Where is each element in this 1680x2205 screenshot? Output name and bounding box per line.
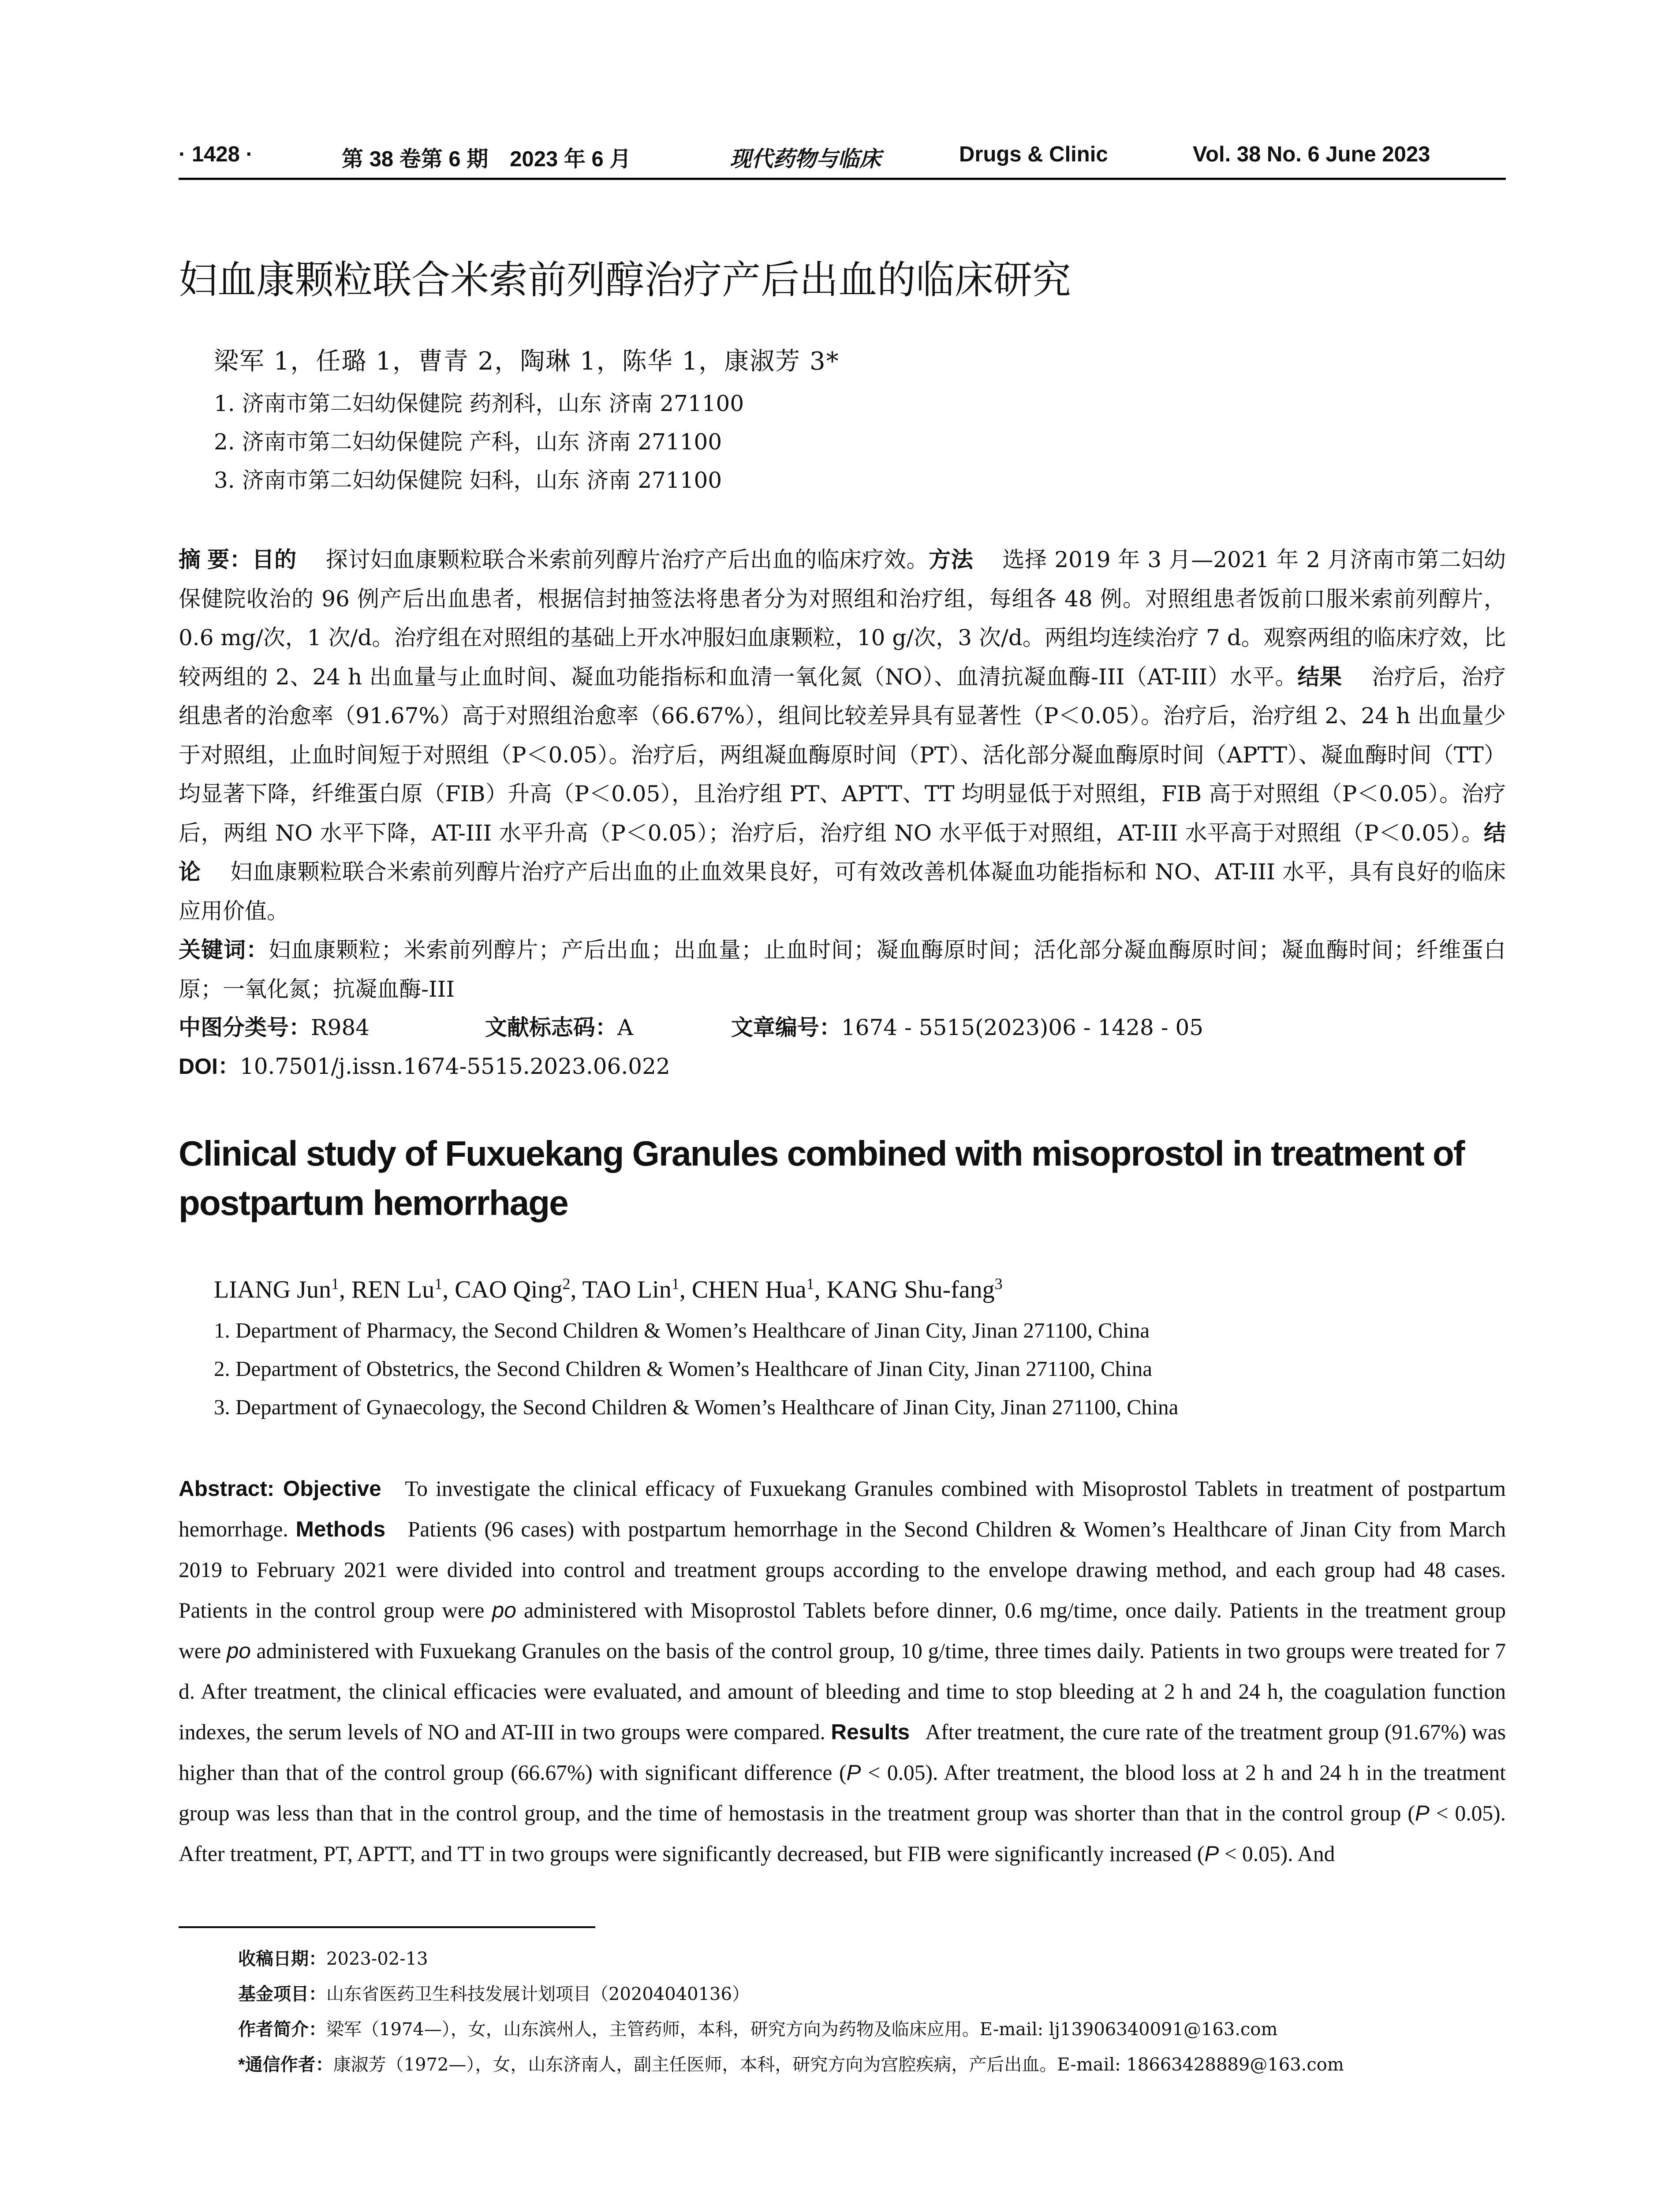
author-en-sup: 1 [806,1275,814,1293]
p-italic: P [1204,1842,1219,1866]
footnote-rule [179,1926,595,1928]
affiliation-zh-1: 1. 济南市第二妇幼保健院 药剂科，山东 济南 271100 [214,391,744,416]
doi-value: 10.7501/j.issn.1674-5515.2023.06.022 [239,1054,670,1079]
footnote-text: 康淑芳（1972—），女，山东济南人，副主任医师，本科，研究方向为宫腔疾病，产后出血。E-mail: 18663428889@163.com [333,2055,1344,2075]
author-en: LIANG Jun [214,1276,331,1304]
results-zh: 治疗后，治疗组患者的治愈率（91.67%）高于对照组治愈率（66.67%），组间比较差异具有显著性（P＜0.05）。治疗后，治疗组 2、24 h 出血量少于对照组，止血时间短于对照组（P＜0.05）。治疗后，两组凝血酶原时间（PT）、活化部分凝血酶原时间（APTT）、凝血酶时间（TT）均显著下降，纤维蛋白原（FIB）升高（P＜0.05），且治疗组 PT、APTT、TT 均明显低于对照组，FIB 高于对照组（P＜0.05）。治疗后，两组 NO 水平下降，AT-III 水平升高（P＜0.05）；治疗后，治疗组 NO 水平低于对照组，AT-III 水平高于对照组（P＜0.05）。 [179,664,1506,846]
footnote-text: 山东省医药卫生科技发展计划项目（20204040136） [326,1984,750,2004]
journal-name-en: Drugs & Clinic [959,142,1108,166]
methods-zh-label: 方法 [929,547,974,572]
title-zh: 妇血康颗粒联合米索前列醇治疗产后出血的临床研究 [179,258,1071,302]
authors-en: LIANG Jun$^1$, REN Lu$^1$, CAO Qing$^2$, TAO Lin$^1$, CHEN Hua$^1$, KANG Shu-fang$^3$ [214,1275,1003,1304]
author-en-sup: 2 [562,1275,571,1293]
footnote-received [238,1945,428,1970]
doi-line [179,1049,670,1080]
objective-zh: 探讨妇血康颗粒联合米索前列醇片治疗产后出血的临床疗效。 [325,547,929,572]
doccode-value: A [617,1015,634,1040]
footnote-label: 基金项目： [238,1984,326,2004]
p-italic: P [846,1760,861,1785]
affiliation-en-3: 3. Department of Gynaecology, the Second Children & Women’s Healthcare of Jinan City, Jinan 271100, China [214,1395,1179,1419]
results-en-4: < 0.05). And [1219,1842,1335,1866]
abstract-en-label: Abstract: [179,1476,283,1501]
po-italic: po [492,1598,516,1622]
author-en: TAO Lin [582,1276,672,1304]
objective-en: To investigate the clinical efficacy of Fuxuekang Granules combined with Misoprostol Tablets in treatment of postpartum hemorrhage. [179,1476,1506,1541]
results-en-3: < 0.05). After treatment, PT, APTT, and TT in two groups were significantly decreased, but FIB were significantly increased ( [179,1801,1506,1866]
affiliation-en-2: 2. Department of Obstetrics, the Second Children & Women’s Healthcare of Jinan City, Jinan 271100, China [214,1357,1153,1381]
author-en-sup: 1 [434,1275,443,1293]
issue-en: Vol. 38 No. 6 June 2023 [1193,142,1430,166]
footnote-label: 收稿日期： [238,1949,326,1969]
footnote-label: 作者简介： [238,2020,326,2039]
page-number: · 1428 · [179,142,253,166]
footnote-author-bio [238,2015,1277,2041]
keywords-zh [179,931,1506,1009]
clc-label: 中图分类号： [179,1015,311,1040]
article-no-value: 1674 - 5515(2023)06 - 1428 - 05 [841,1015,1204,1040]
po-italic: po [226,1639,251,1663]
article-no-label: 文章编号： [731,1015,841,1040]
classification-line [179,1010,1203,1042]
conclusion-zh-label: 结论 [179,820,1506,884]
footnote-funding [238,1980,750,2005]
abstract-zh-label: 摘 要： [179,547,252,572]
author-en-sup: 3 [994,1275,1003,1293]
footnote-text: 2023-02-13 [326,1949,428,1969]
running-header [179,142,1508,177]
affiliation-en-1: 1. Department of Pharmacy, the Second Children & Women’s Healthcare of Jinan City, Jinan 271100, China [214,1318,1150,1342]
results-en-1: After treatment, the cure rate of the treatment group (91.67%) was higher than that of the control group (66.67%) with significant difference ( [179,1720,1506,1785]
author-en-sup: 1 [331,1275,339,1293]
journal-name-zh: 现代药物与临床 [730,146,881,172]
author-en: CAO Qing [455,1276,563,1304]
objective-zh-label: 目的 [252,547,297,572]
author-en-sup: 1 [671,1275,679,1293]
methods-en-3: administered with Fuxuekang Granules on the basis of the control group, 10 g/time, three times daily. Patients in two groups were treated for 7 d. After treatment, the clinical efficacies were evaluated, and amount of bleeding and time to stop bleeding at 2 h and 24 h, the coagulation function indexes, the serum levels of NO and AT-III in two groups were compared. [179,1639,1506,1744]
conclusion-zh: 妇血康颗粒联合米索前列醇片治疗产后出血的止血效果良好，可有效改善机体凝血功能指标和 NO、AT-III 水平，具有良好的临床应用价值。 [179,859,1506,924]
methods-zh: 选择 2019 年 3 月—2021 年 2 月济南市第二妇幼保健院收治的 96 例产后出血患者，根据信封抽签法将患者分为对照组和治疗组，每组各 48 例。对照组患者饭前口服米索前列醇片，0.6 mg/次，1 次/d。治疗组在对照组的基础上开水冲服妇血康颗粒，10 g/次，3 次/d。两组均连续治疗 7 d。观察两组的临床疗效，比较两组的 2、24 h 出血量与止血时间、凝血功能指标和血清一氧化氮（NO）、血清抗凝血酶-III（AT-III）水平。 [179,547,1506,690]
affiliation-zh-3: 3. 济南市第二妇幼保健院 妇科，山东 济南 271100 [214,467,722,493]
results-zh-label: 结果 [1297,664,1342,689]
results-en-2: < 0.05). After treatment, the blood loss at 2 h and 24 h in the treatment group was less than that in the control group, and the time of hemostasis in the treatment group was shorter than that in the control group ( [179,1760,1506,1825]
author-en: CHEN Hua [691,1276,806,1304]
abstract-en [179,1469,1506,1874]
authors-zh: 梁军 1，任璐 1，曹青 2，陶琳 1，陈华 1，康淑芳 3* [214,347,840,376]
footnote-corresponding [238,2051,1344,2076]
methods-en-1: Patients (96 cases) with postpartum hemorrhage in the Second Children & Women’s Healthcare of Jinan City from March 2019 to February 2021 were divided into control and treatment groups according to the envelope drawing method, and each group had 48 cases. Patients in the control group were [179,1517,1506,1622]
clc-value: R984 [311,1015,370,1040]
methods-en-2: administered with Misoprostol Tablets before dinner, 0.6 mg/time, once daily. Patients in the treatment group were [179,1598,1506,1663]
doccode-label: 文献标志码： [485,1015,617,1040]
objective-en-label: Objective [283,1476,381,1501]
results-en-label: Results [831,1720,910,1744]
p-italic: P [1415,1801,1430,1825]
author-en: KANG Shu-fang [826,1276,995,1304]
abstract-zh [179,540,1506,1009]
affiliation-zh-2: 2. 济南市第二妇幼保健院 产科，山东 济南 271100 [214,429,722,455]
title-en: Clinical study of Fuxuekang Granules combined with misoprostol in treatment of postpartum hemorrhage [179,1134,1464,1222]
header-rule [179,178,1506,180]
doi-label: DOI： [179,1054,240,1079]
footnote-text: 梁军（1974—），女，山东滨州人，主管药师，本科，研究方向为药物及临床应用。E-mail: lj13906340091@163.com [326,2019,1278,2040]
keywords-zh-label: 关键词： [179,938,269,962]
methods-en-label: Methods [295,1517,386,1541]
issue-zh: 第 38 卷第 6 期 2023 年 6 月 [342,147,631,171]
keywords-zh-text: 妇血康颗粒；米索前列醇片；产后出血；出血量；止血时间；凝血酶原时间；活化部分凝血酶原时间；凝血酶时间；纤维蛋白原；一氧化氮；抗凝血酶-III [179,937,1506,1002]
author-en: REN Lu [351,1276,435,1304]
footnote-label: *通信作者： [238,2055,333,2074]
